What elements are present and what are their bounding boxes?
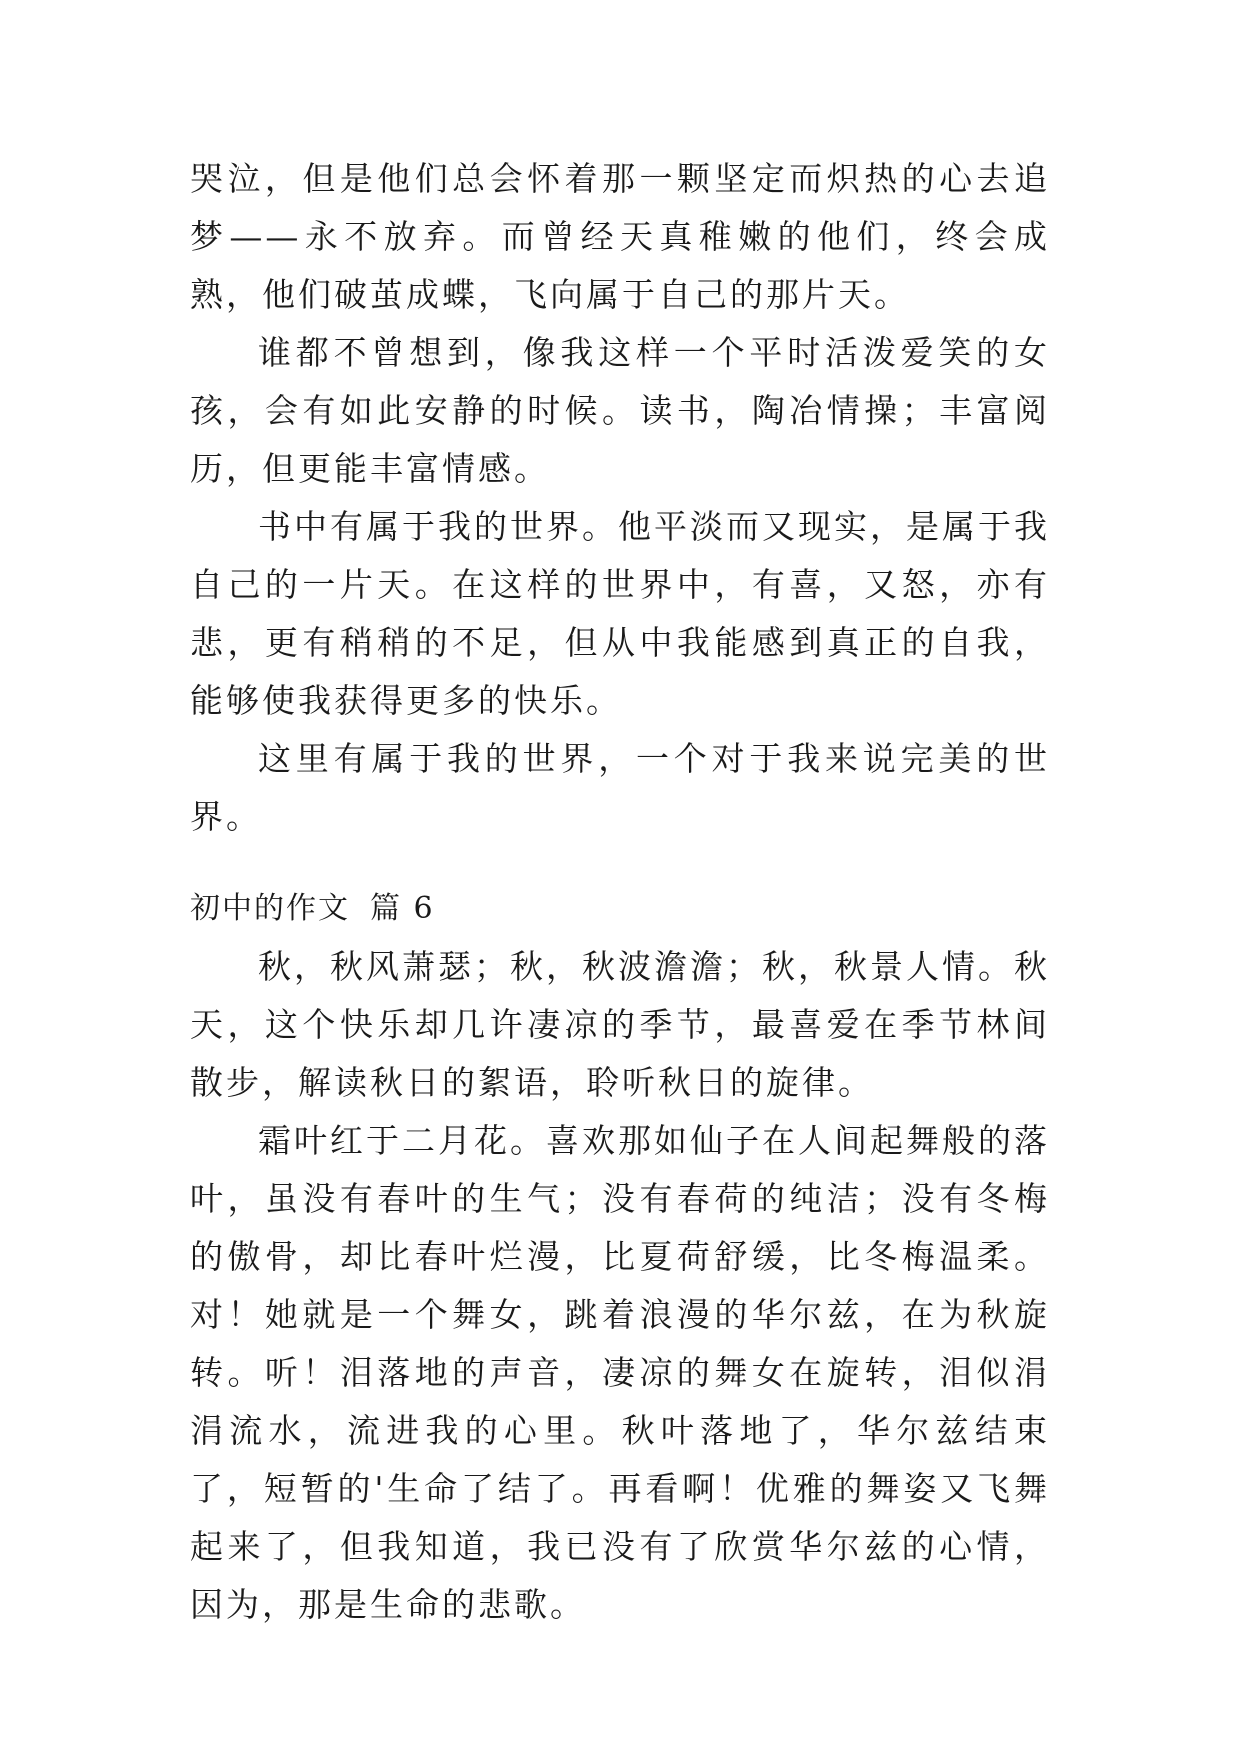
- section-heading: [190, 880, 1050, 938]
- document-page: [190, 150, 1050, 1634]
- paragraph-2: 谁都不曾想到，像我这样一个平时活泼爱笑的女孩，会有如此安静的时候。读书，陶冶情操；丰富阅历，但更能丰富情感。: [190, 333, 1050, 488]
- section-spacer: [190, 846, 1050, 880]
- section-part-number: 篇 6: [370, 891, 435, 926]
- paragraph-1: 哭泣，但是他们总会怀着那一颗坚定而炽热的心去追梦——永不放弃。而曾经天真稚嫩的他们，终会成熟，他们破茧成蝶，飞向属于自己的那片天。: [190, 159, 1050, 314]
- paragraph-5: 秋，秋风萧瑟；秋，秋波澹澹；秋，秋景人情。秋天，这个快乐却几许凄凉的季节，最喜爱在季节林间散步，解读秋日的絮语，聆听秋日的旋律。: [190, 947, 1050, 1102]
- section-title: 初中的作文: [190, 891, 350, 926]
- paragraph-4: 这里有属于我的世界，一个对于我来说完美的世界。: [190, 739, 1050, 836]
- paragraph-6: 霜叶红于二月花。喜欢那如仙子在人间起舞般的落叶，虽没有春叶的生气；没有春荷的纯洁；没有冬梅的傲骨，却比春叶烂漫，比夏荷舒缓，比冬梅温柔。对！她就是一个舞女，跳着浪漫的华尔兹，在为秋旋转。听！泪落地的声音，凄凉的舞女在旋转，泪似涓涓流水，流进我的心里。秋叶落地了，华尔兹结束了，短暂的'生命了结了。再看啊！优雅的舞姿又飞舞起来了，但我知道，我已没有了欣赏华尔兹的心情，因为，那是生命的悲歌。: [190, 1121, 1050, 1624]
- paragraph-3: 书中有属于我的世界。他平淡而又现实，是属于我自己的一片天。在这样的世界中，有喜，又怒，亦有悲，更有稍稍的不足，但从中我能感到真正的自我，能够使我获得更多的快乐。: [190, 507, 1050, 720]
